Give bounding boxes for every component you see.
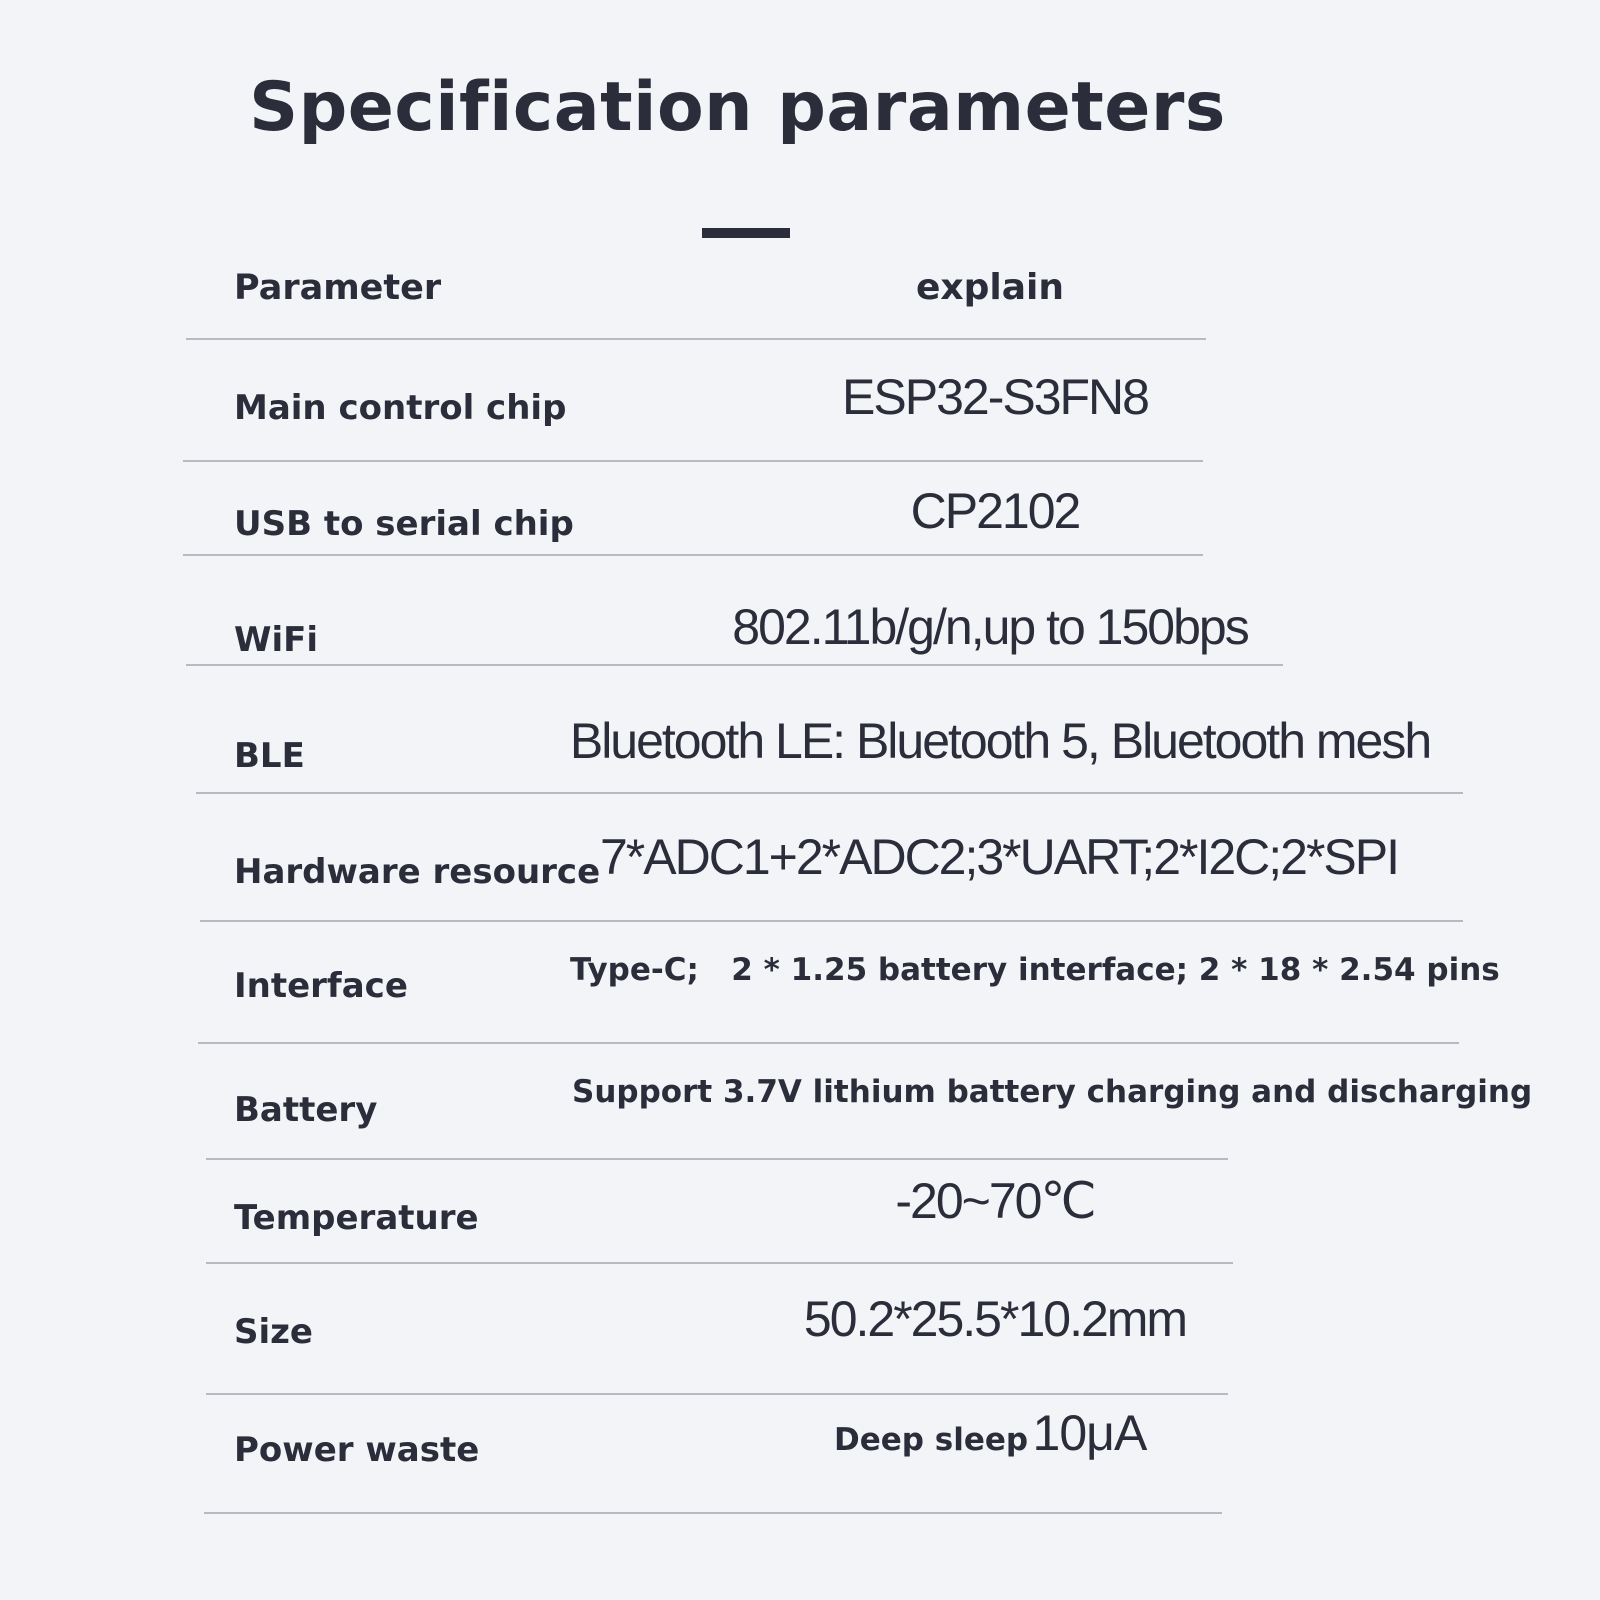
row-value: Bluetooth LE: Bluetooth 5, Bluetooth mesh [569, 713, 1431, 769]
table-divider [183, 554, 1203, 556]
table-row [0, 1290, 1600, 1352]
row-value: 50.2*25.5*10.2mm [803, 1291, 1187, 1347]
row-value: CP2102 [910, 483, 1080, 539]
table-divider [206, 1158, 1228, 1160]
row-label: Interface [234, 966, 408, 1006]
row-label: Temperature [234, 1198, 479, 1238]
table-divider [196, 792, 1463, 794]
table-row [0, 482, 1600, 544]
row-value: 802.11b/g/n,up to 150bps [732, 599, 1248, 655]
table-header [0, 262, 1600, 308]
table-row [0, 712, 1600, 776]
header-parameter: Parameter [234, 268, 442, 308]
table-divider [206, 1393, 1228, 1395]
row-value: Support 3.7V lithium battery charging and discharging [572, 1074, 1533, 1110]
row-label: Main control chip [234, 388, 567, 428]
row-label: Battery [234, 1090, 378, 1130]
table-divider [186, 664, 1283, 666]
row-label: Hardware resource [234, 852, 601, 892]
row-label: Size [234, 1312, 313, 1352]
table-divider [183, 460, 1203, 462]
row-value: 7*ADC1+2*ADC2;3*UART;2*I2C;2*SPI [600, 829, 1399, 885]
row-value [834, 1404, 1174, 1462]
row-value: ESP32-S3FN8 [842, 369, 1148, 425]
row-label: Power waste [234, 1430, 480, 1470]
deep-sleep-current: 10μA [1032, 1405, 1147, 1461]
table-row [0, 1404, 1600, 1470]
table-divider [204, 1512, 1222, 1514]
table-row [0, 828, 1600, 892]
title-underline [702, 228, 790, 238]
table-divider [200, 920, 1463, 922]
row-label: USB to serial chip [234, 504, 574, 544]
table-row [0, 368, 1600, 428]
row-label: BLE [234, 736, 305, 776]
table-row [0, 952, 1600, 1006]
table-row [0, 1172, 1600, 1238]
row-value: -20~70℃ [895, 1173, 1095, 1229]
table-row [0, 1074, 1600, 1130]
deep-sleep-label: Deep sleep [834, 1422, 1029, 1458]
table-divider [186, 338, 1206, 340]
table-row [0, 598, 1600, 660]
row-label: WiFi [234, 620, 319, 660]
header-explain: explain [915, 267, 1064, 308]
table-divider [198, 1042, 1459, 1044]
row-value: Type-C; 2 * 1.25 battery interface; 2 * 18 * 2.54 pins [570, 952, 1500, 988]
page-title: Specification parameters [249, 68, 1226, 147]
table-divider [206, 1262, 1233, 1264]
